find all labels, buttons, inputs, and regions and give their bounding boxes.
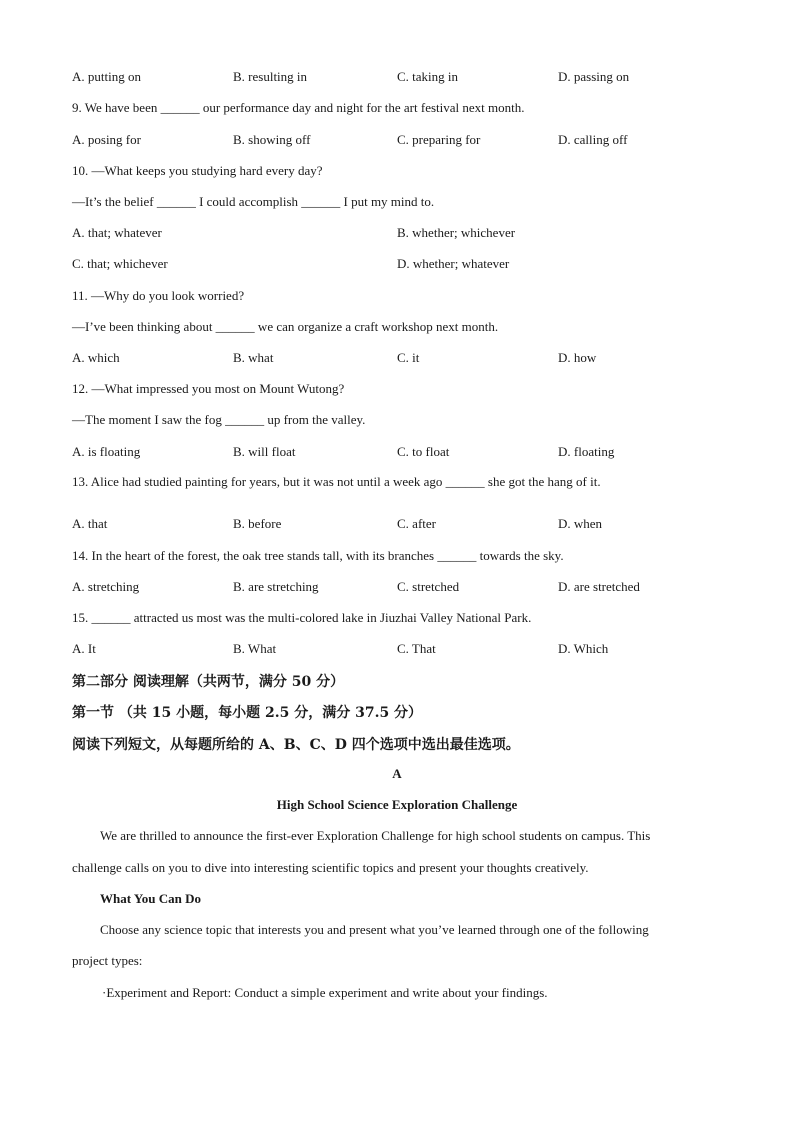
q10-option-c[interactable]: C. that; whichever (72, 256, 168, 271)
q11-option-b[interactable]: B. what (233, 350, 274, 365)
q8-option-a[interactable]: A. putting on (72, 69, 141, 84)
q14-stem: 14. In the heart of the forest, the oak tree stands tall, with its branches ______ towards the sky. (72, 548, 564, 563)
q11-option-c[interactable]: C. it (397, 350, 420, 365)
passage-para2-line2: project types: (72, 953, 143, 968)
section1-heading: 第一节 （共 15 小题，每小题 2.5 分，满分 37.5 分） (72, 705, 423, 721)
q15-option-d[interactable]: D. Which (558, 641, 609, 656)
passage-letter: A (392, 766, 402, 781)
q11-stem: 11. —Why do you look worried? (72, 288, 245, 303)
passage-bullet-1: ·Experiment and Report: Conduct a simple experiment and write about your findings. (102, 985, 548, 1000)
q9-option-d[interactable]: D. calling off (558, 132, 628, 147)
q14-option-d[interactable]: D. are stretched (558, 579, 640, 594)
q10-option-d[interactable]: D. whether; whatever (397, 256, 510, 271)
q10-reply: —It’s the belief ______ I could accomplish ______ I put my mind to. (72, 194, 435, 209)
q12-reply: —The moment I saw the fog ______ up from the valley. (72, 412, 366, 427)
q8-option-d[interactable]: D. passing on (558, 69, 630, 84)
q13-option-c[interactable]: C. after (397, 516, 436, 531)
q11-option-d[interactable]: D. how (558, 350, 597, 365)
q11-option-a[interactable]: A. which (72, 350, 120, 365)
q15-option-b[interactable]: B. What (233, 641, 277, 656)
q13-option-a[interactable]: A. that (72, 516, 108, 531)
passage-para2-line1: Choose any science topic that interests you and present what you’ve learned through one of the following (100, 922, 649, 937)
reading-instruction: 阅读下列短文，从每题所给的 A、B、C、D 四个选项中选出最佳选项。 (72, 737, 520, 753)
q12-option-b[interactable]: B. will float (233, 444, 296, 459)
q11-reply: —I’ve been thinking about ______ we can organize a craft workshop next month. (72, 319, 499, 334)
q13-option-b[interactable]: B. before (233, 516, 282, 531)
q15-option-a[interactable]: A. It (72, 641, 96, 656)
q14-option-a[interactable]: A. stretching (72, 579, 140, 594)
passage-para1-line1: We are thrilled to announce the first-ever Exploration Challenge for high school students on campus. This (100, 828, 651, 843)
q15-stem: 15. ______ attracted us most was the multi-colored lake in Jiuzhai Valley National Park. (72, 610, 532, 625)
passage-title: High School Science Exploration Challenge (276, 797, 518, 812)
q9-stem: 9. We have been ______ our performance day and night for the art festival next month. (72, 100, 525, 115)
q13-stem: 13. Alice had studied painting for years, but it was not until a week ago ______ she got the hang of it. (72, 474, 601, 489)
passage-para1-line2: challenge calls on you to dive into interesting scientific topics and present your thoughts creatively. (72, 860, 589, 875)
q8-option-b[interactable]: B. resulting in (233, 69, 308, 84)
q12-option-a[interactable]: A. is floating (72, 444, 141, 459)
part2-heading: 第二部分 阅读理解（共两节，满分 50 分） (72, 674, 345, 690)
q10-option-a[interactable]: A. that; whatever (72, 225, 162, 240)
q9-option-b[interactable]: B. showing off (233, 132, 311, 147)
q8-option-c[interactable]: C. taking in (397, 69, 459, 84)
q12-option-c[interactable]: C. to float (397, 444, 450, 459)
q15-option-c[interactable]: C. That (397, 641, 436, 656)
q10-stem: 10. —What keeps you studying hard every day? (72, 163, 323, 178)
q14-option-c[interactable]: C. stretched (397, 579, 460, 594)
q12-option-d[interactable]: D. floating (558, 444, 615, 459)
q13-option-d[interactable]: D. when (558, 516, 603, 531)
q12-stem: 12. —What impressed you most on Mount Wutong? (72, 381, 345, 396)
q9-option-c[interactable]: C. preparing for (397, 132, 481, 147)
q14-option-b[interactable]: B. are stretching (233, 579, 319, 594)
passage-subheading: What You Can Do (100, 891, 202, 906)
q9-option-a[interactable]: A. posing for (72, 132, 141, 147)
q10-option-b[interactable]: B. whether; whichever (397, 225, 516, 240)
